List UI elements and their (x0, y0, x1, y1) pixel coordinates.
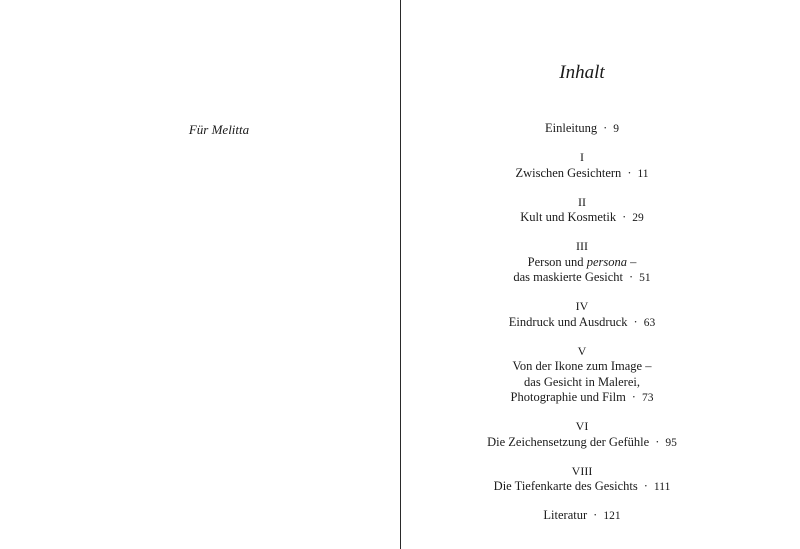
chapter-numeral: IV (575, 299, 589, 313)
toc-entry-einleitung (401, 121, 763, 138)
toc-entry-title: Literatur (543, 508, 588, 522)
toc-page-number: 11 (637, 167, 649, 180)
toc-entry-line (401, 270, 763, 287)
toc-entry-line (401, 255, 763, 271)
toc-entry-chapter-5 (401, 344, 763, 407)
toc-entry-chapter-1 (401, 150, 763, 182)
chapter-numeral: II (578, 194, 586, 209)
toc-page-number: 121 (603, 510, 621, 522)
toc-entry-literatur (401, 508, 763, 525)
toc-entry-line (401, 121, 763, 138)
toc-entry-line (401, 479, 763, 496)
toc-entry-title-suffix: – (626, 254, 637, 269)
toc-entry-chapter-6 (401, 419, 763, 451)
toc-entry-title-italic: persona (586, 254, 627, 269)
toc-page-number: 95 (665, 436, 677, 449)
toc-separator: · (603, 121, 608, 135)
toc-separator: · (622, 210, 627, 224)
table-of-contents (401, 121, 763, 537)
toc-separator: · (655, 434, 660, 449)
chapter-numeral: I (580, 150, 584, 164)
chapter-numeral: VIII (571, 463, 593, 478)
toc-separator: · (631, 390, 636, 404)
toc-separator: · (643, 479, 648, 493)
toc-entry-line (401, 508, 763, 525)
toc-entry-line (401, 435, 763, 452)
toc-entry-title: Photographie und Film (510, 390, 626, 404)
toc-entry-chapter-4 (401, 299, 763, 331)
toc-entry-title: Die Zeichensetzung der Gefühle (487, 434, 650, 449)
toc-entry-line: das Gesicht in Malerei, (524, 374, 640, 389)
toc-entry-title: Die Tiefenkarte des Gesichts (493, 479, 638, 493)
toc-entry-chapter-3 (401, 239, 763, 287)
toc-entry-title: Zwischen Gesichtern (515, 165, 622, 180)
toc-page-number: 111 (653, 481, 671, 493)
toc-entry-chapter-2 (401, 195, 763, 227)
toc-separator: · (629, 270, 634, 284)
toc-entry-line (401, 390, 763, 407)
chapter-numeral: VI (575, 419, 589, 433)
chapter-numeral: III (576, 239, 588, 253)
toc-page-number: 63 (643, 316, 656, 329)
toc-entry-line: Von der Ikone zum Image – (512, 359, 652, 373)
toc-entry-title: Eindruck und Ausdruck (508, 314, 628, 329)
toc-entry-chapter-8 (401, 464, 763, 496)
toc-separator: · (633, 314, 638, 329)
toc-entry-title-prefix: Person und (527, 254, 587, 269)
toc-separator: · (627, 165, 632, 180)
toc-page-number: 29 (632, 212, 644, 224)
toc-entry-title: Kult und Kosmetik (520, 210, 617, 224)
toc-separator: · (593, 508, 598, 522)
toc-title: Inhalt (559, 62, 605, 83)
right-page (401, 0, 800, 549)
chapter-numeral: V (577, 343, 587, 358)
toc-entry-title: Einleitung (545, 121, 598, 135)
toc-entry-title: das maskierte Gesicht (513, 270, 623, 284)
toc-page-number: 51 (639, 272, 651, 284)
toc-page-number: 9 (613, 123, 619, 135)
toc-entry-line (401, 166, 763, 183)
toc-entry-line (401, 210, 763, 227)
toc-entry-line (401, 315, 763, 332)
dedication: Für Melitta (188, 122, 250, 137)
toc-page-number: 73 (641, 392, 654, 404)
